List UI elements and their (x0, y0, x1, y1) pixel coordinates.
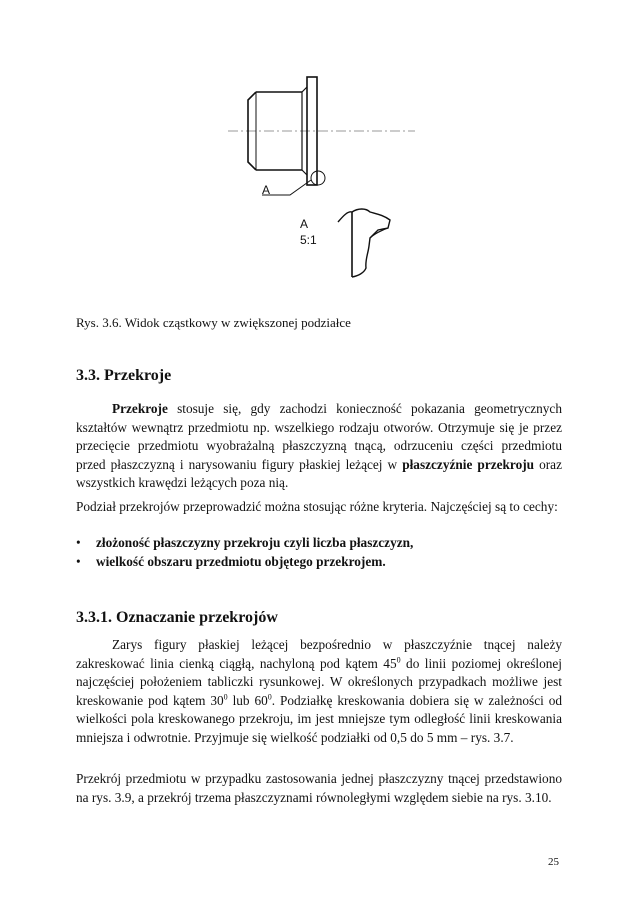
paragraph-text: lub 60 (227, 692, 268, 708)
section-heading: 3.3. Przekroje (76, 367, 172, 384)
paragraph-text: Zarys figury płaskiej leżącej bezpośrednio w płaszczyźnie tnącej należy zakreskować linia cienką ciągłą, nachyloną pod kątem 45 (76, 637, 562, 671)
degree-superscript: 0 (396, 655, 401, 665)
paragraph-text: stosuje się, gdy zachodzi konieczność pokazania geometrycznych kształtów wewnątrz przedmiotu np. wszelkiego rodzaju otworów. Otrzymuje się je przez przecięcie przedmiotu wyobrażalną płaszczyzną tnącą, odrzuceniu części przedmiotu przed płaszczyzną i narysowaniu figury płaskiej leżącej w (76, 401, 562, 472)
paragraph-text: . Podziałkę kreskowania dobiera się w zależności od wielkości pola kreskowanego przekroju, im jest mniejsze tym odległość linii kreskowania mniejsza i odwrotnie. Przyjmuje się wielkość podziałki od 0,5 do 5 mm – rys. 3.7. (76, 692, 563, 745)
paragraph-criteria-intro: Podział przekrojów przeprowadzić można stosując różne kryteria. Najczęściej są to cechy: (76, 499, 558, 514)
list-item: • wielkość obszaru przedmiotu objętego przekrojem. (76, 553, 562, 572)
paragraph-text: do linii poziomej określonej najczęściej położeniem tabliczki rysunkowej. W określonych przypadkach możliwe jest kreskowanie pod kątem 30 (76, 655, 562, 708)
view-label-a: A (262, 183, 271, 197)
paragraph-hatching (76, 636, 562, 748)
detail-label: A (300, 217, 309, 231)
degree-superscript: 0 (267, 692, 272, 702)
page-number: 25 (548, 856, 559, 868)
criteria-list (76, 534, 562, 571)
figure-caption: Rys. 3.6. Widok cząstkowy w zwiększonej podziałce (76, 315, 351, 330)
technical-drawing-figure (220, 70, 420, 290)
subsection-heading: 3.3.1. Oznaczanie przekrojów (76, 609, 278, 626)
paragraph-definition (76, 400, 562, 493)
partial-view-drawing (220, 70, 420, 290)
term-przekroje: Przekroje (112, 401, 168, 416)
detail-scale: 5:1 (300, 233, 317, 247)
list-item: • złożoność płaszczyzny przekroju czyli liczba płaszczyzn, (76, 534, 562, 553)
detail-circle (311, 171, 325, 185)
degree-superscript: 0 (223, 692, 228, 702)
paragraph-examples: Przekrój przedmiotu w przypadku zastosowania jednej płaszczyzny tnącej przedstawiono na rys. 3.9, a przekrój trzema płaszczyznami równoległymi względem siebie na rys. 3.10. (76, 771, 562, 805)
paragraph-tail: oraz wszystkich krawędzi leżących poza nią. (76, 456, 562, 491)
detail-outline (338, 209, 390, 277)
term-plaszczyzna-przekroju: płaszczyźnie przekroju (402, 456, 535, 472)
